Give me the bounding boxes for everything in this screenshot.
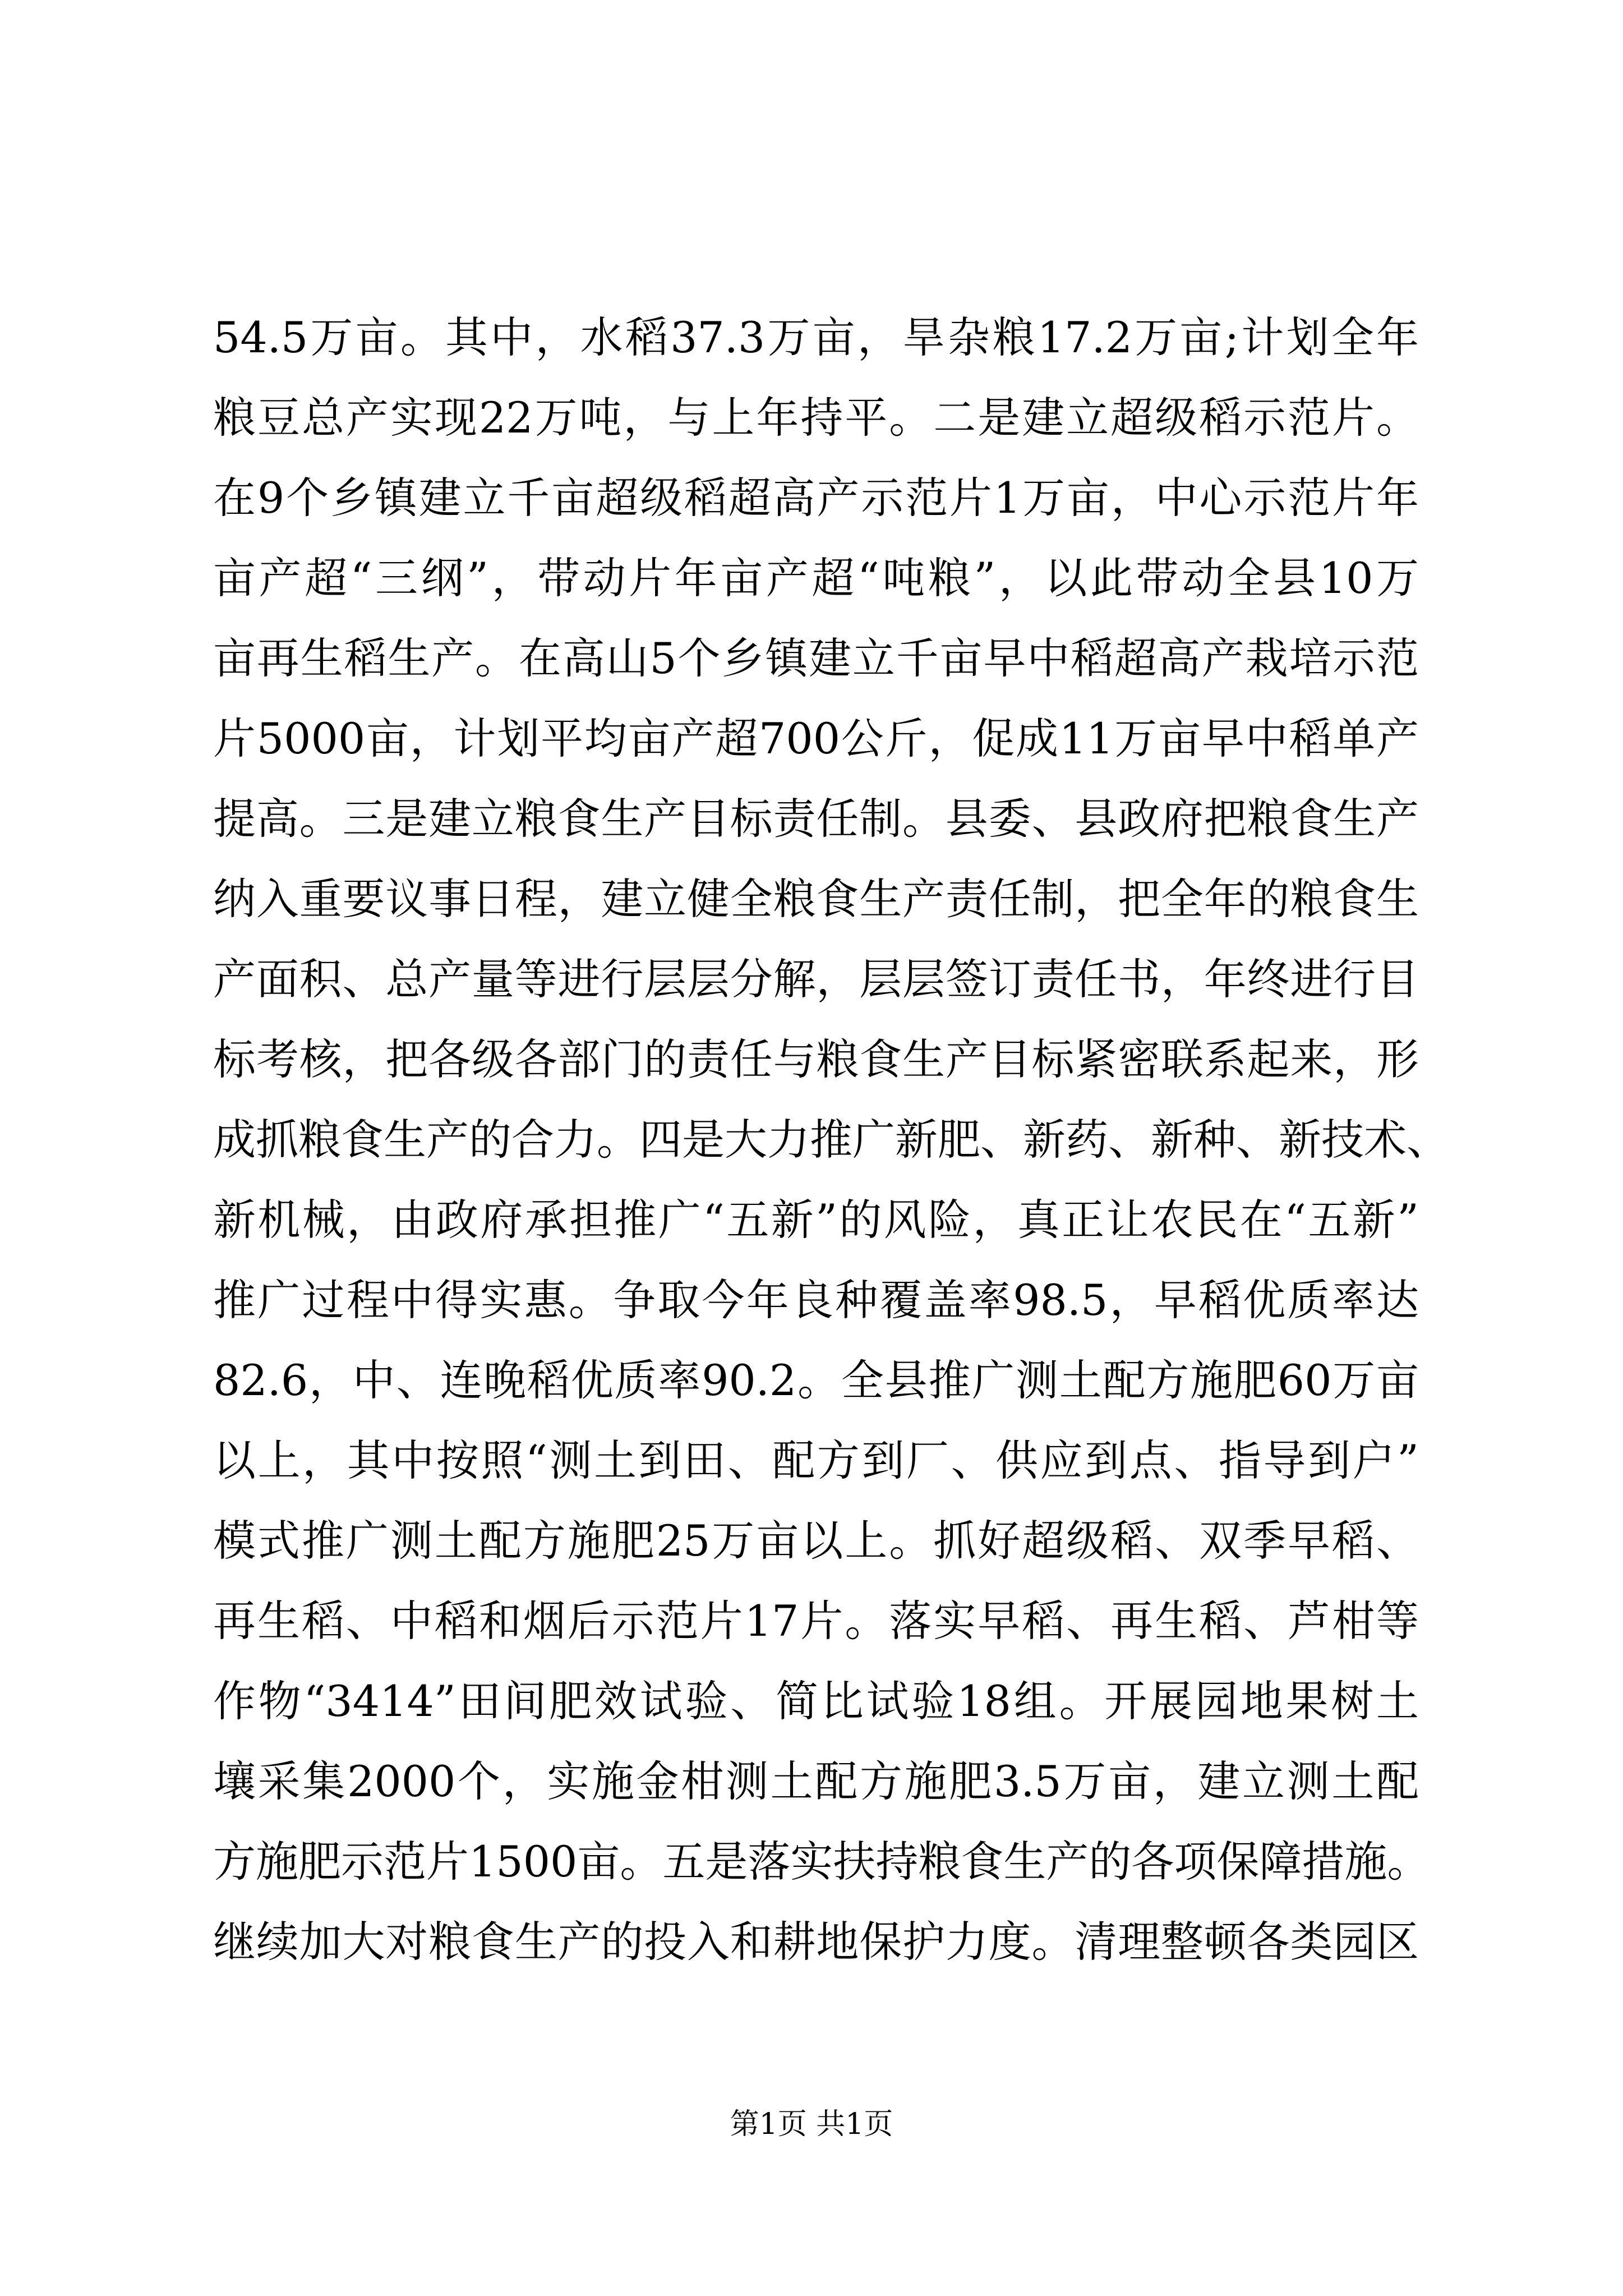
text-line: 粮豆总产实现22万吨，与上年持平。二是建立超级稻示范片。 xyxy=(213,393,1419,443)
text-line: 提高。三是建立粮食生产目标责任制。县委、县政府把粮食生产 xyxy=(213,794,1419,844)
text-line: 产面积、总产量等进行层层分解，层层签订责任书，年终进行目 xyxy=(213,954,1419,1004)
text-line: 标考核，把各级各部门的责任与粮食生产目标紧密联系起来，形 xyxy=(213,1034,1419,1084)
text-line: 亩产超“三纲”，带动片年亩产超“吨粮”，以此带动全县10万 xyxy=(213,553,1419,603)
text-line: 54.5万亩。其中，水稻37.3万亩，旱杂粮17.2万亩;计划全年 xyxy=(213,312,1419,362)
page-number: 第1页 共1页 xyxy=(730,2108,893,2141)
text-line: 推广过程中得实惠。争取今年良种覆盖率98.5，早稻优质率达 xyxy=(213,1275,1419,1325)
text-line: 亩再生稻生产。在高山5个乡镇建立千亩早中稻超高产栽培示范 xyxy=(213,633,1419,683)
text-line: 作物“3414”田间肥效试验、简比试验18组。开展园地果树土 xyxy=(213,1676,1419,1726)
text-line: 以上，其中按照“测土到田、配方到厂、供应到点、指导到户” xyxy=(213,1435,1419,1485)
text-line: 方施肥示范片1500亩。五是落实扶持粮食生产的各项保障措施。 xyxy=(213,1837,1430,1887)
text-line: 继续加大对粮食生产的投入和耕地保护力度。清理整顿各类园区 xyxy=(213,1917,1419,1967)
text-line: 模式推广测土配方施肥25万亩以上。抓好超级稻、双季早稻、 xyxy=(213,1516,1419,1566)
text-line: 纳入重要议事日程，建立健全粮食生产责任制，把全年的粮食生 xyxy=(213,874,1419,924)
text-line: 片5000亩，计划平均亩产超700公斤，促成11万亩早中稻单产 xyxy=(213,714,1419,763)
text-line: 壤采集2000个，实施金柑测土配方施肥3.5万亩，建立测土配 xyxy=(213,1756,1419,1806)
text-line: 成抓粮食生产的合力。四是大力推广新肥、新药、新种、新技术、 xyxy=(213,1115,1449,1165)
page-footer xyxy=(0,2105,1623,2144)
text-line: 再生稻、中稻和烟后示范片17片。落实早稻、再生稻、芦柑等 xyxy=(213,1596,1419,1646)
text-line: 在9个乡镇建立千亩超级稻超高产示范片1万亩，中心示范片年 xyxy=(213,473,1419,523)
text-line: 82.6，中、连晚稻优质率90.2。全县推广测土配方施肥60万亩 xyxy=(213,1355,1419,1405)
text-line: 新机械，由政府承担推广“五新”的风险，真正让农民在“五新” xyxy=(213,1195,1419,1245)
body-paragraph xyxy=(213,297,1449,1982)
